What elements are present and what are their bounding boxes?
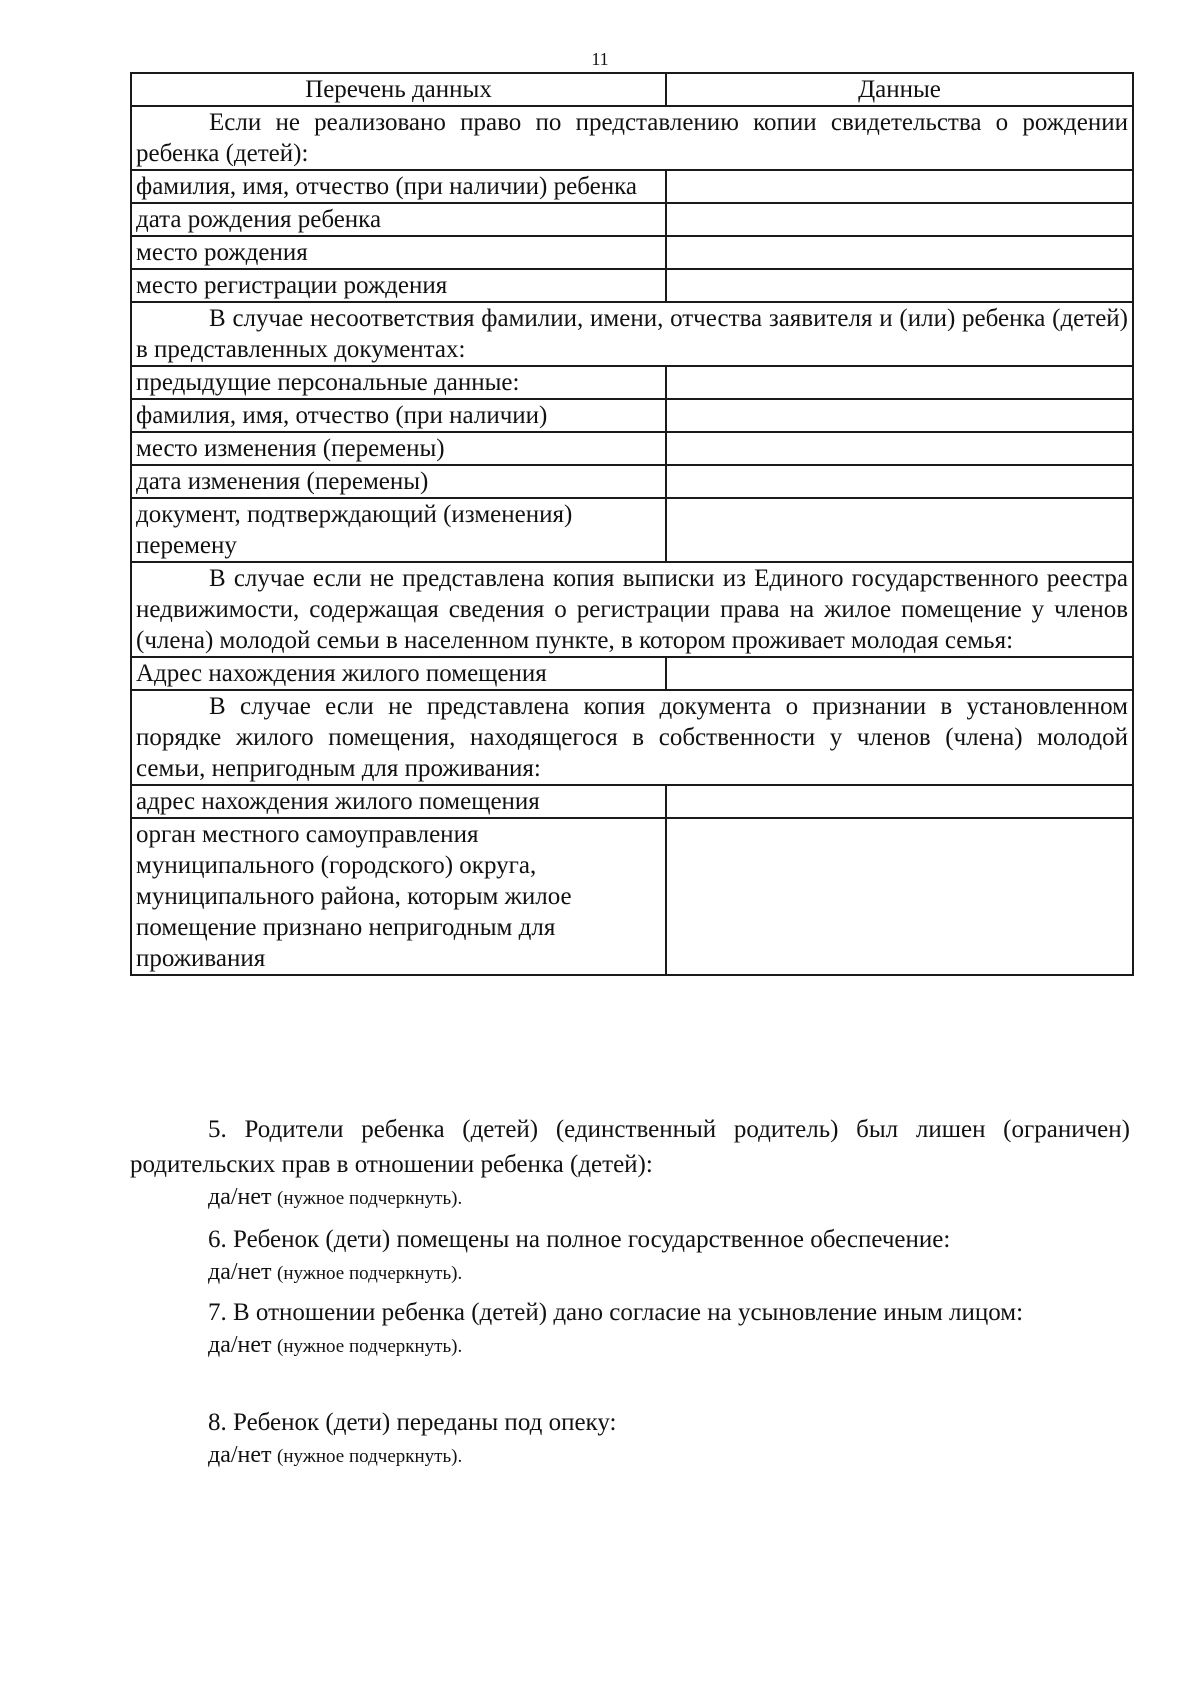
field-value[interactable]: [666, 170, 1133, 203]
field-value[interactable]: [666, 236, 1133, 269]
item-answer: [130, 1330, 1130, 1362]
item-answer: [130, 1182, 1130, 1214]
field-label: адрес нахождения жилого помещения: [131, 785, 666, 818]
field-value[interactable]: [666, 498, 1133, 562]
data-table: [130, 72, 1134, 976]
section-unfit-housing: В случае если не представлена копия документа о признании в установленном порядке жилого помещения, находящегося в собственности у членов (члена) молодой семьи, непригодным для проживания:: [131, 690, 1133, 785]
item-question: 6. Ребенок (дети) помещены на полное государственное обеспечение:: [208, 1226, 951, 1253]
field-value[interactable]: [666, 818, 1133, 975]
item-7: [130, 1295, 1130, 1362]
table-row: [131, 657, 1133, 690]
section-row: [131, 690, 1133, 785]
table-row: [131, 366, 1133, 399]
table-row: [131, 498, 1133, 562]
field-label: дата изменения (перемены): [131, 465, 666, 498]
header-data-list: Перечень данных: [131, 73, 666, 106]
field-label: предыдущие персональные данные:: [131, 366, 666, 399]
item-answer: [130, 1257, 1130, 1289]
item-8: [130, 1405, 1130, 1472]
item-6: [130, 1222, 1130, 1289]
yes-no-choice[interactable]: да/нет: [208, 1332, 272, 1358]
field-label: место регистрации рождения: [131, 269, 666, 302]
yes-no-choice[interactable]: да/нет: [208, 1442, 272, 1468]
table-row: [131, 236, 1133, 269]
field-label: орган местного самоуправления муниципального (городского) округа, муниципального района, которым жилое помещение признано непригодным для проживания: [131, 818, 666, 975]
field-value[interactable]: [666, 269, 1133, 302]
field-value[interactable]: [666, 432, 1133, 465]
section-name-mismatch: В случае несоответствия фамилии, имени, отчества заявителя и (или) ребенка (детей) в представленных документах:: [131, 302, 1133, 366]
table-row: [131, 269, 1133, 302]
answer-note: (нужное подчеркнуть).: [277, 1263, 463, 1284]
item-question: 5. Родители ребенка (детей) (единственный родитель) был лишен (ограничен) родительских прав в отношении ребенка (детей):: [130, 1116, 1130, 1178]
field-value[interactable]: [666, 785, 1133, 818]
item-question: 7. В отношении ребенка (детей) дано согласие на усыновление иным лицом:: [208, 1299, 1024, 1326]
field-label: место рождения: [131, 236, 666, 269]
section-row: [131, 562, 1133, 657]
field-value[interactable]: [666, 203, 1133, 236]
item-answer: [130, 1440, 1130, 1472]
field-value[interactable]: [666, 366, 1133, 399]
table-row: [131, 818, 1133, 975]
section-row: [131, 106, 1133, 170]
field-label: документ, подтверждающий (изменения) перемену: [131, 498, 666, 562]
field-value[interactable]: [666, 657, 1133, 690]
answer-note: (нужное подчеркнуть).: [277, 1446, 463, 1467]
yes-no-choice[interactable]: да/нет: [208, 1259, 272, 1285]
item-5: [130, 1112, 1130, 1214]
section-birth-certificate: Если не реализовано право по представлению копии свидетельства о рождении ребенка (детей):: [131, 106, 1133, 170]
table-header-row: [131, 73, 1133, 106]
item-question: 8. Ребенок (дети) переданы под опеку:: [208, 1409, 617, 1436]
field-label: фамилия, имя, отчество (при наличии) ребенка: [131, 170, 666, 203]
field-value[interactable]: [666, 465, 1133, 498]
yes-no-choice[interactable]: да/нет: [208, 1184, 272, 1210]
field-label: фамилия, имя, отчество (при наличии): [131, 399, 666, 432]
table-row: [131, 465, 1133, 498]
page-number: 11: [591, 49, 609, 69]
table-row: [131, 432, 1133, 465]
field-label: место изменения (перемены): [131, 432, 666, 465]
table-row: [131, 170, 1133, 203]
answer-note: (нужное подчеркнуть).: [277, 1336, 463, 1357]
field-label: Адрес нахождения жилого помещения: [131, 657, 666, 690]
table-row: [131, 785, 1133, 818]
field-value[interactable]: [666, 399, 1133, 432]
header-data: Данные: [666, 73, 1133, 106]
answer-note: (нужное подчеркнуть).: [277, 1188, 463, 1209]
table-row: [131, 399, 1133, 432]
table-row: [131, 203, 1133, 236]
section-registry-extract: В случае если не представлена копия выписки из Единого государственного реестра недвижимости, содержащая сведения о регистрации права на жилое помещение у членов (члена) молодой семьи в населенном пункте, в котором проживает молодая семья:: [131, 562, 1133, 657]
field-label: дата рождения ребенка: [131, 203, 666, 236]
section-row: [131, 302, 1133, 366]
